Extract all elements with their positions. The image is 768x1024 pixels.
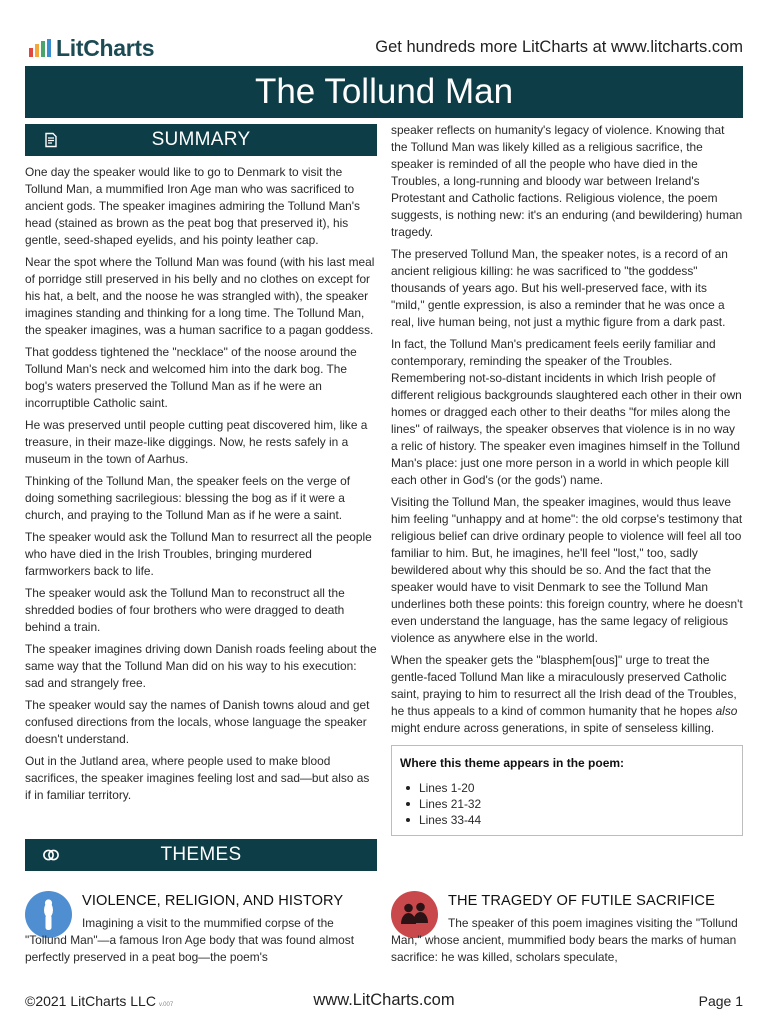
line-reference[interactable]: Lines 33-44 (400, 812, 734, 828)
promo-text[interactable]: Get hundreds more LitCharts at www.litcharts.com (375, 38, 743, 56)
summary-paragraph: One day the speaker would like to go to Denmark to visit the Tollund Man, a mummified Iron Age man who was sacrificed to ancient gods. The speaker imagines admiring the Tollund Man's head (stained as brown as the peat bog that preserved it), his gentle, seed-shaped eyelids, and his pointy leather cap. (25, 165, 360, 247)
theme-futile-sacrifice[interactable] (391, 891, 743, 971)
version-label: v.007 (158, 1002, 174, 1008)
analysis-text: might endure across generations, in spite of senseless killing. (391, 721, 715, 735)
analysis-paragraph: speaker reflects on humanity's legacy of violence. Knowing that the Tollund Man was likely killed as a religious sacrifice, the speaker is reminded of all the people who have died in the Troubles, a long-running and bloody war between Ireland's Protestant and Catholic factions. Religious violence, the poem suggests, is nothing new: it's an enduring (and bewildering) human tragedy. (391, 123, 743, 239)
theme-title: VIOLENCE, RELIGION, AND HISTORY (82, 893, 344, 909)
copyright-text: ©2021 LitCharts LLC (25, 993, 156, 1009)
summary-paragraph: The speaker imagines driving down Danish roads feeling about the same way that the Tollund Man did on his way to his execution: sad and strangely free. (25, 642, 377, 690)
logo-text: LitCharts (56, 34, 155, 61)
top-bar (25, 33, 743, 63)
summary-header (25, 124, 377, 156)
themes-section (25, 839, 377, 879)
summary-paragraph: Out in the Jutland area, where people used to make blood sacrifices, the speaker imagines feeling lost and sad—but also as if in familiar territory. (25, 754, 370, 802)
footer (25, 990, 743, 1012)
analysis-paragraph: In fact, the Tollund Man's predicament feels eerily familiar and contemporary, reminding the speaker of the Troubles. Remembering not-so-distant incidents in which Irish people of different religious backgrounds slaughtered each other in their own homes or dragged each other to their deaths "for miles along the lines" of railways, the speaker observes that violence is in no way a relic of history. The speaker even imagines himself in the Tollund Man's place: just one more person in a world in which people kill each other in God's (or the gods') name. (391, 337, 742, 487)
analysis-paragraph: Visiting the Tollund Man, the speaker imagines, would thus leave him feeling "unhappy and at home": the old corpse's testimony that religious belief can drive ordinary people to violence will feel all too familiar to him. But, he imagines, he'll feel "lost," too, sadly bewildered about why this should be so. And the fact that the speaker would have to visit Denmark to see the Tollund Man underlines both these points: this foreign country, where he doesn't even understand the language, has the same legacy of religious violence as anywhere else in the world. (391, 495, 743, 645)
summary-paragraph: Near the spot where the Tollund Man was found (with his last meal of porridge still preserved in his belly and no clothes on except for his hat, a belt, and the noose he was strangled with), the speaker imagines standing and thinking for a long time. The Tollund Man, the speaker imagines, was a human sacrifice to a pagan goddess. (25, 255, 375, 337)
emphasis-text: also (715, 704, 738, 718)
theme-text: The speaker of this poem imagines visiting the "Tollund Man," whose ancient, mummified body bears the marks of human sacrifice: he was killed, scholars speculate, (391, 916, 738, 964)
theme-appearances-box (391, 745, 743, 836)
site-link[interactable]: www.LitCharts.com (313, 991, 455, 1009)
litcharts-logo[interactable] (29, 33, 154, 63)
summary-paragraph: The speaker would ask the Tollund Man to reconstruct all the shredded bodies of four brothers who were dragged to death behind a train. (25, 586, 345, 634)
analysis-paragraph (391, 652, 743, 737)
logo-bars-icon (29, 39, 51, 57)
summary-heading: SUMMARY (151, 129, 251, 150)
summary-paragraph: Thinking of the Tollund Man, the speaker feels on the verge of doing something sacrilegious: blessing the bog as if it were a church, and praying to the Tollund Man as if he were a saint. (25, 474, 350, 522)
themes-header (25, 839, 377, 871)
page-title: The Tollund Man (254, 72, 514, 111)
title-banner (25, 66, 743, 118)
line-list (400, 780, 734, 828)
theme-appearances-title: Where this theme appears in the poem: (400, 756, 625, 770)
summary-paragraph: He was preserved until people cutting peat discovered him, like a treasure, in their maze-like diggings. Now, he rests safely in a museum in the town of Aarhus. (25, 418, 368, 466)
theme-violence-religion-history[interactable] (25, 891, 377, 971)
line-reference[interactable]: Lines 1-20 (400, 780, 734, 796)
analysis-paragraph: The preserved Tollund Man, the speaker notes, is a record of an ancient religious killing: he was sacrificed to "the goddess" thousands of years ago. But his well-preserved face, with its "mild," gentle expression, is also a reminder that he was once a real, live human being, not just a mythic figure from a dark past. (391, 247, 728, 329)
theme-text: Imagining a visit to the mummified corpse of the "Tollund Man"—a famous Iron Age body that was found almost perfectly preserved in a peat bog—the poem's (25, 916, 355, 964)
summary-paragraph: The speaker would say the names of Danish towns aloud and get confused directions from the locals, whose language the speaker doesn't understand. (25, 698, 370, 746)
analysis-column (391, 122, 743, 836)
line-reference[interactable]: Lines 21-32 (400, 796, 734, 812)
summary-paragraph: The speaker would ask the Tollund Man to resurrect all the people who have died in the Irish Troubles, bringing murdered farmworkers back to life. (25, 530, 372, 578)
theme-title: THE TRAGEDY OF FUTILE SACRIFICE (448, 893, 715, 909)
themes-heading: THEMES (160, 844, 242, 865)
page-number: Page 1 (698, 993, 743, 1009)
summary-paragraph: That goddess tightened the "necklace" of the noose around the Tollund Man's neck and welcomed him into the dark bog. The bog's waters preserved the Tollund Man as if he were an incorruptible Catholic saint. (25, 345, 357, 410)
summary-column (25, 124, 377, 809)
analysis-text: When the speaker gets the "blasphem[ous]" urge to treat the gentle-faced Tollund Man like a miraculously preserved Catholic saint, praying to him to resurrect all the Irish dead of the Troubles, he thus appeals to a kind of common humanity that he hopes (391, 653, 737, 718)
